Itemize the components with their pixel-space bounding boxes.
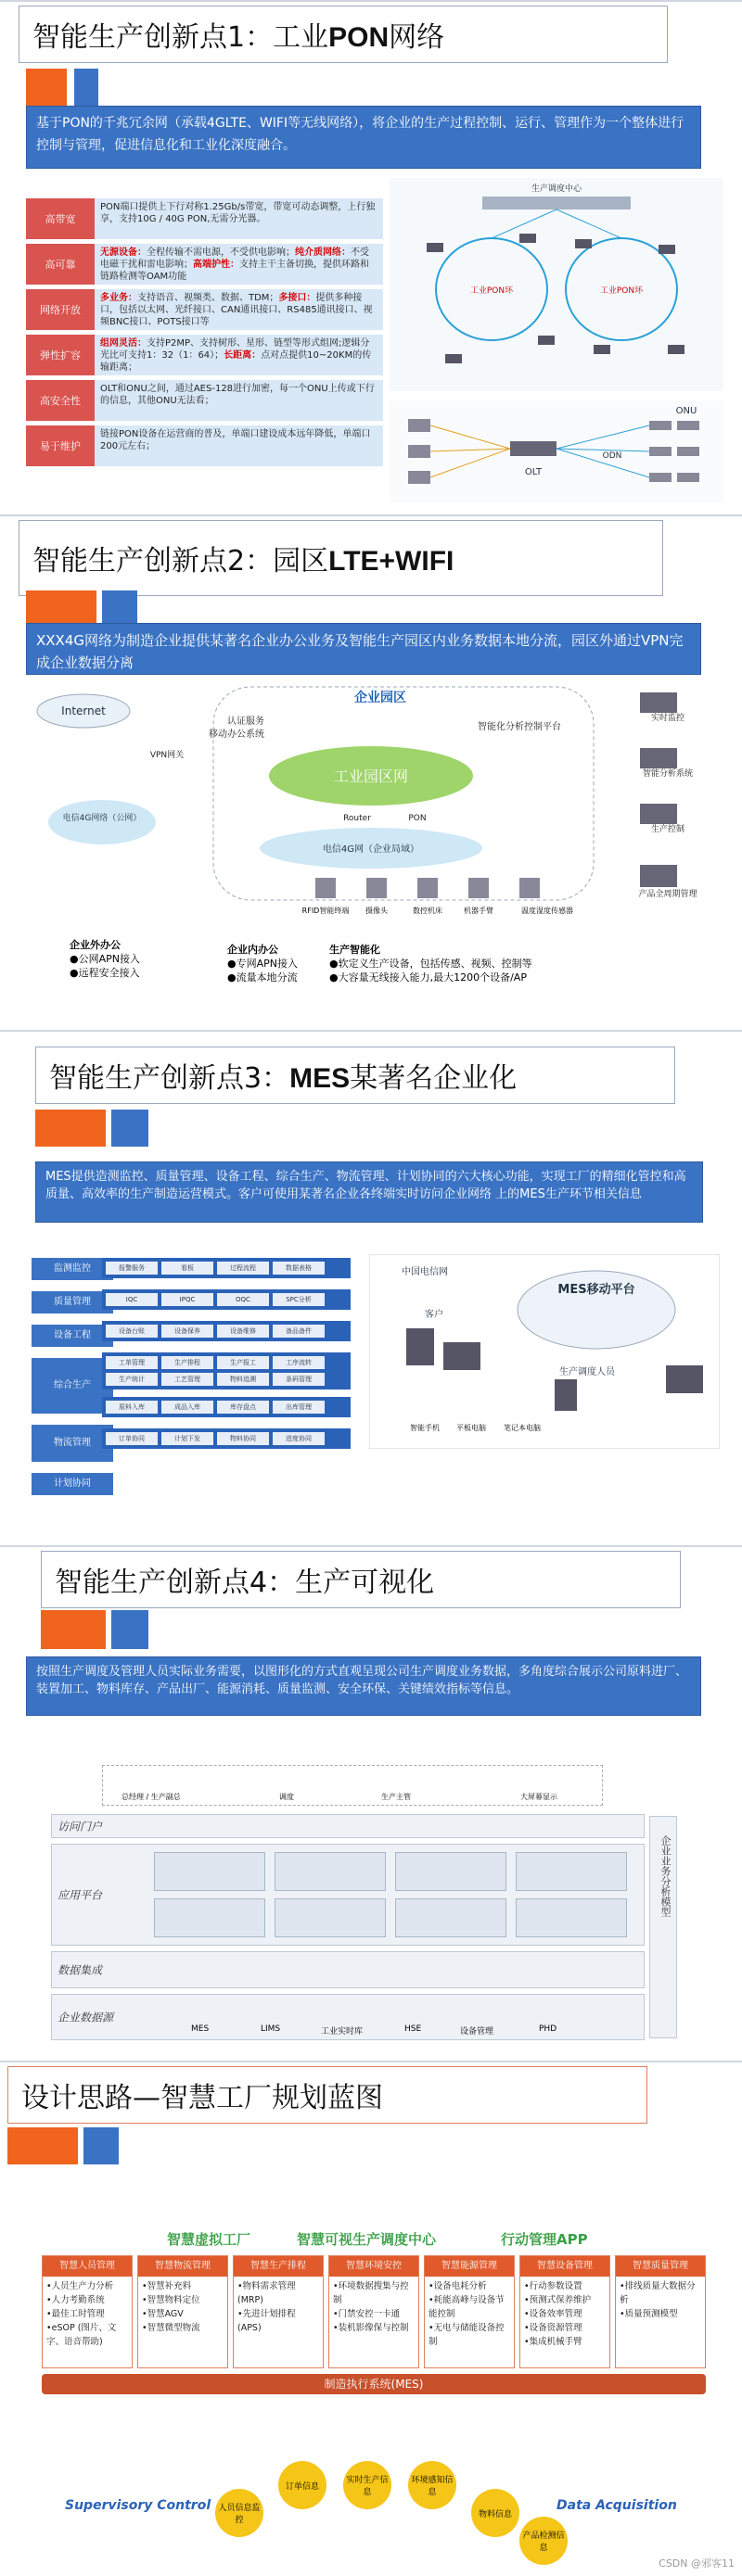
blueprint-column: 智慧人员管理 •人员生产力分析 •人力考勤系统 •最佳工时管理 •eSOP (图片、文字、语音帮助) (42, 2255, 133, 2368)
diagram-label: 智能化分析控制平台 (478, 722, 561, 732)
blueprint-column: 智慧设备管理 •行动参数设置 •预测式保养维护 •设备效率管理 •设备资源管理 •集成机械手臂 (519, 2255, 610, 2368)
diagram-label: 平板电脑 (456, 1424, 486, 1432)
diagram-label: Router (343, 814, 371, 823)
top-label: 调度 (279, 1793, 294, 1801)
diagram-label: 移动办公系统 (209, 730, 264, 740)
mes-function-grid (102, 1258, 351, 1453)
top-label-app: 行动管理APP (501, 2231, 588, 2248)
blueprint-column: 智慧物流管理 •智慧补充料 •智慧物料定位 •智慧AGV •智慧微型物流 (137, 2255, 228, 2368)
diagram-label: 智能分析系统 (642, 769, 694, 779)
diagram-label: PON (408, 814, 427, 823)
bullets-outside: 企业外办公 ●公网APN接入 ●远程安全接入 (70, 939, 140, 979)
mes-grid-row: IQC IPQC OQC SPC分析 (102, 1289, 351, 1310)
bottom-label-right: Data Acquisition (556, 2498, 677, 2513)
diagram-label: 工业园区网 (333, 768, 409, 785)
table-row: 高安全性 OLT和ONU之间，通过AES-128进行加密，每一个ONU上传或下行的信息，其他ONU无法看； (26, 380, 383, 421)
circle: 实时生产信息 (343, 2461, 391, 2509)
mes-grid-row: 工单管理 生产排程 生产报工 工序流转 生产统计 工艺管理 物料追溯 条码管理 (102, 1352, 351, 1390)
olt-onu-diagram (390, 400, 723, 502)
blueprint-column: 智慧能源管理 •设备电耗分析 •耗能高峰与设备节能控制 •无电与储能设备控制 (424, 2255, 515, 2368)
bottom-label-left: Supervisory Control (65, 2498, 211, 2513)
table-row: 高可靠 无源设备：全程传输不需电源，不受供电影响；纯介质网络：不受电磁干扰和雷电影响；高端护性：支持主干主备切换，提供环路和链路检测等OAM功能 (26, 244, 383, 285)
layer-app-platform: 应用平台 (51, 1844, 645, 1946)
intro-banner: 基于PON的千兆冗余网（承载4GLTE、WIFI等无线网络），将企业的生产过程控制、运行、管理作为一个整体进行控制与管理，促进信息化和工业化深度融合。 (26, 106, 701, 169)
intro-banner: 按照生产调度及管理人员实际业务需要，以图形化的方式直观呈现公司生产调度业务数据，多角度综合展示公司原料进厂、装置加工、物料库存、产品出厂、能源消耗、质量监测、安全环保、关键绩效指标等信息。 (26, 1656, 701, 1716)
mes-grid-row: 订单协同 计划下发 物料协同 进度协同 (102, 1428, 351, 1449)
diagram-label: 温度湿度传感器 (521, 907, 573, 915)
source-label: 设备管理 (460, 2027, 494, 2037)
mes-module: 质量管理 (32, 1291, 113, 1313)
slide-blueprint (0, 2061, 742, 2576)
source-label: MES (191, 2024, 210, 2034)
diagram-label: 生产调度人员 (559, 1367, 615, 1377)
portal-top-row (102, 1765, 603, 1806)
circle: 人员信息监控 (215, 2489, 263, 2537)
diagram-label: 机器手臂 (464, 907, 493, 915)
diagram-label: RFID智能终端 (301, 907, 350, 915)
slide-pon (0, 0, 742, 512)
slide-lte-wifi (0, 514, 742, 1027)
source-label: HSE (404, 2024, 422, 2034)
layer-portal: 访问门户 (51, 1814, 645, 1838)
top-label: 总经理 / 生产副总 (122, 1793, 181, 1801)
circle: 环境感知信息 (408, 2461, 456, 2509)
slide-title: 设计思路—智慧工厂规划蓝图 (7, 2066, 647, 2124)
mes-grid-row: 原料入库 成品入库 库存盘点 出库管理 (102, 1397, 351, 1417)
diagram-label: Internet (61, 704, 106, 717)
source-label: LIMS (261, 2024, 281, 2034)
diagram-label: 智能手机 (410, 1424, 440, 1432)
diagram-label: 电信4G网（企业局域） (322, 844, 420, 855)
blueprint-column: 智慧质量管理 •排线质量大数据分析 •质量预测模型 (615, 2255, 706, 2368)
layer-data-integration: 数据集成 (51, 1951, 645, 1988)
top-label: 生产主管 (381, 1793, 411, 1801)
slide-title: 智能生产创新点4：生产可视化 (41, 1551, 681, 1608)
diagram-label: 工业PON环 (599, 286, 644, 296)
diagram-label: MES移动平台 (557, 1283, 635, 1297)
bullets-inside: 企业内办公 ●专网APN接入 ●流量本地分流 (227, 944, 298, 983)
diagram-label: 生产调度中心 (531, 184, 582, 194)
mes-grid-row: 报警服务 看板 过程流程 数据表格 (102, 1258, 351, 1278)
blueprint-column: 智慧生产排程 •物料需求管理(MRP) •先进计划排程(APS) (233, 2255, 324, 2368)
side-label: 企业业务分析模型 (649, 1816, 677, 2038)
slide-title: 智能生产创新点1：工业PON网络 (19, 6, 668, 63)
diagram-label: 电信4G网络（公网） (62, 814, 142, 823)
top-label-dispatch: 智慧可视生产调度中心 (297, 2231, 437, 2248)
diagram-label: 中国电信网 (402, 1267, 448, 1277)
slide-mes (0, 1030, 742, 1542)
mes-module: 综合生产 (32, 1358, 113, 1414)
diagram-label: 生产控制 (650, 825, 685, 834)
slide-title: 智能生产创新点2：园区LTE+WIFI (19, 520, 663, 596)
mes-mobile-diagram (369, 1254, 720, 1449)
diagram-label: 认证服务 (227, 717, 264, 727)
circle: 产品检测信息 (519, 2517, 568, 2565)
table-row: 网络开放 多业务：支持语音、视频类、数据、TDM；多接口：提供多种接口，包括以太网、光纤接口、CAN通讯接口、RS485通讯接口、视频BNC接口、POTS接口等 (26, 289, 383, 330)
table-row: 高带宽 PON端口提供上下行对称1.25Gb/s带宽，带宽可动态调整，上行独享，支持10G / 40G PON,无需分光器。 (26, 198, 383, 239)
top-label: 大屏幕显示 (520, 1793, 557, 1801)
diagram-label: 企业园区 (354, 691, 406, 705)
diagram-label: VPN网关 (149, 751, 185, 760)
circle: 物料信息 (471, 2489, 519, 2537)
diagram-label: ONU (675, 406, 697, 416)
table-row: 易于维护 链接PON设备在运营商的普及，单端口建设成本远年降低，单端口200元左右； (26, 425, 383, 466)
diagram-label: 数控机床 (413, 907, 442, 915)
park-network-diagram (28, 683, 714, 933)
source-label: PHD (539, 2024, 557, 2034)
diagram-label: 摄像头 (365, 907, 388, 915)
bullets-smart: 生产智能化 ●软定义生产设备，包括传感、视频、控制等 ●大容量无线接入能力,最大1200个设备/AP (329, 944, 532, 983)
intro-banner: MES提供造测监控、质量管理、设备工程、综合生产、物流管理、计划协同的六大核心功能，实现工厂的精细化管控和高质量、高效率的生产制造运营模式。客户可使用某著名企业各终端实时访问企业网络 上的MES生产环节相关信息 (35, 1161, 703, 1223)
slide-title: 智能生产创新点3：MES某著名企业化 (35, 1047, 675, 1104)
mes-module: 计划协同 (32, 1473, 113, 1495)
diagram-label: 客户 (425, 1310, 443, 1320)
diagram-label: 产品全周期管理 (638, 890, 697, 899)
mes-bar: 制造执行系统(MES) (42, 2374, 706, 2394)
diagram-label: 工业PON环 (469, 286, 514, 296)
source-label: 工业实时库 (321, 2027, 364, 2037)
mes-module: 物流管理 (32, 1425, 113, 1462)
mes-module: 监测监控 (32, 1258, 113, 1280)
layer-data-sources: 企业数据源 MES LIMS 工业实时库 HSE 设备管理 PHD (51, 1994, 645, 2040)
table-row: 弹性扩容 组网灵活：支持P2MP、支持树形、星形、链型等形式组网;逻辑分光比可支持1：32（1：64）；长距离：点对点提供10~20KM的传输距离； (26, 335, 383, 375)
slide-visualization (0, 1545, 742, 2058)
feature-table (26, 198, 383, 471)
blueprint-column: 智慧环境安控 •环境数据搜集与控制 •门禁安控一卡通 •装机影像保与控制 (328, 2255, 419, 2368)
diagram-label: OLT (524, 467, 543, 477)
mes-module-list (32, 1258, 113, 1506)
mes-module: 设备工程 (32, 1325, 113, 1347)
diagram-label: ODN (602, 451, 622, 461)
mes-grid-row: 设备台账 设备保养 设备维修 备品备件 (102, 1321, 351, 1341)
watermark: CSDN @邪客11 (659, 2557, 735, 2570)
diagram-label: 实时监控 (650, 714, 685, 723)
top-label-virtual: 智慧虚拟工厂 (167, 2231, 251, 2248)
diagram-label: 笔记本电脑 (504, 1424, 541, 1432)
pon-network-diagram (390, 178, 723, 391)
circle: 订单信息 (278, 2461, 326, 2509)
intro-banner: XXX4G网络为制造企业提供某著名企业办公业务及智能生产园区内业务数据本地分流，园区外通过VPN完成企业数据分离 (26, 623, 701, 675)
